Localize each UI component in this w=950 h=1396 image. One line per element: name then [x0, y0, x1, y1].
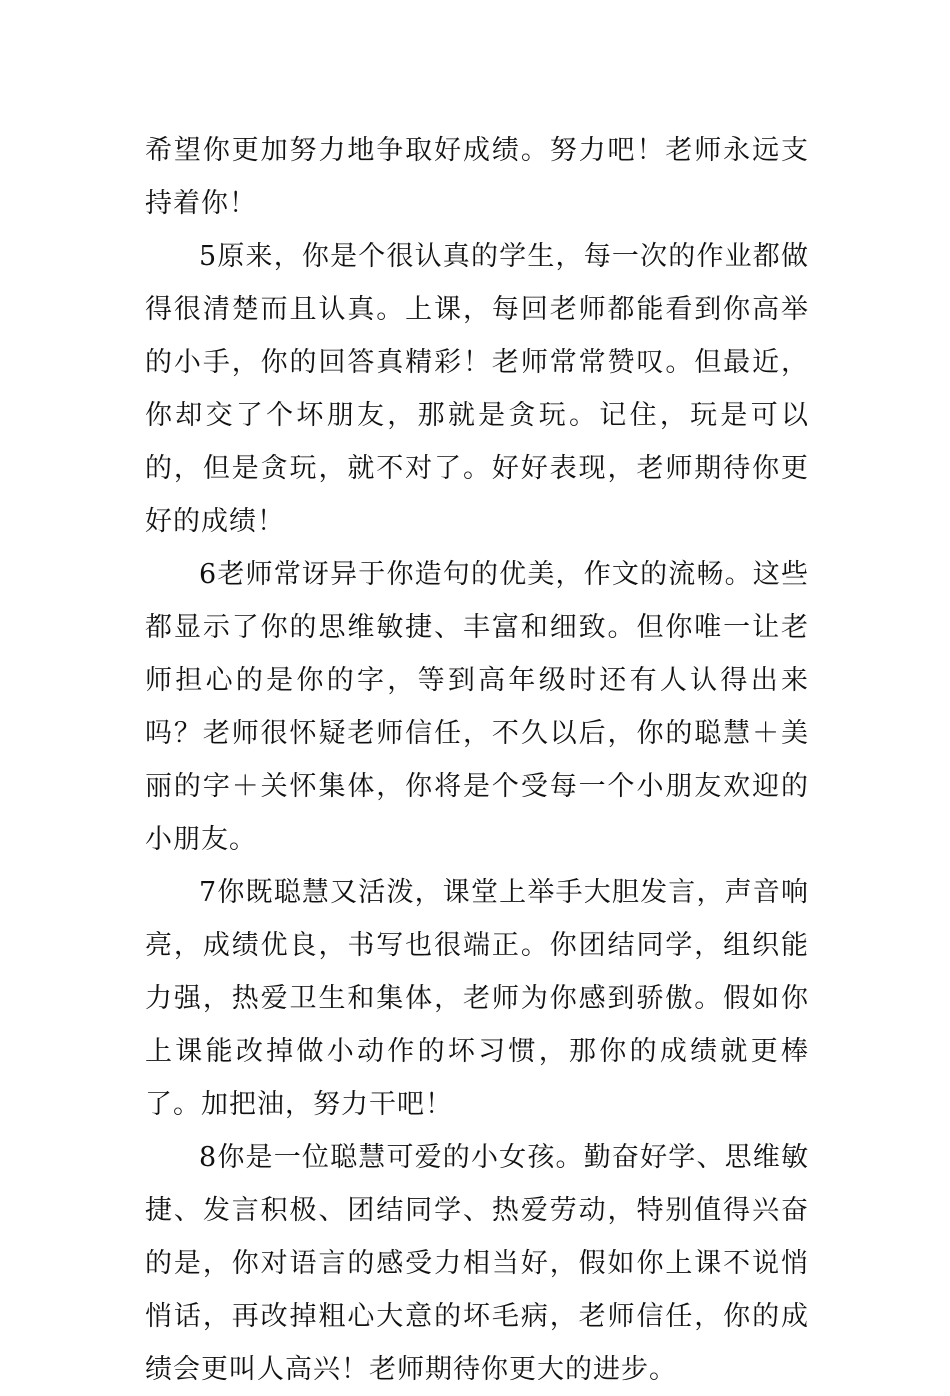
paragraph-comment-8: 8你是一位聪慧可爱的小女孩。勤奋好学、思维敏捷、发言积极、团结同学、热爱劳动，特别值得兴奋的是，你对语言的感受力相当好，假如你上课不说悄悄话，再改掉粗心大意的坏毛病，老师信任，你的成绩会更叫人高兴！老师期待你更大的进步。	[145, 1142, 809, 1385]
document-body	[145, 124, 809, 1396]
paragraph-comment-5: 5原来，你是个很认真的学生，每一次的作业都做得很清楚而且认真。上课，每回老师都能看到你高举的小手，你的回答真精彩！老师常常赞叹。但最近，你却交了个坏朋友，那就是贪玩。记住，玩是可以的，但是贪玩，就不对了。好好表现，老师期待你更好的成绩！	[145, 241, 809, 537]
paragraph-continuation: 希望你更加努力地争取好成绩。努力吧！老师永远支持着你！	[145, 135, 809, 219]
paragraph-comment-7: 7你既聪慧又活泼，课堂上举手大胆发言，声音响亮，成绩优良，书写也很端正。你团结同学，组织能力强，热爱卫生和集体，老师为你感到骄傲。假如你上课能改掉做小动作的坏习惯，那你的成绩就更棒了。加把油，努力干吧！	[145, 877, 809, 1120]
paragraph-comment-6: 6老师常讶异于你造句的优美，作文的流畅。这些都显示了你的思维敏捷、丰富和细致。但你唯一让老师担心的是你的字，等到高年级时还有人认得出来吗？老师很怀疑老师信任，不久以后，你的聪慧＋美丽的字＋关怀集体，你将是个受每一个小朋友欢迎的小朋友。	[145, 559, 809, 855]
